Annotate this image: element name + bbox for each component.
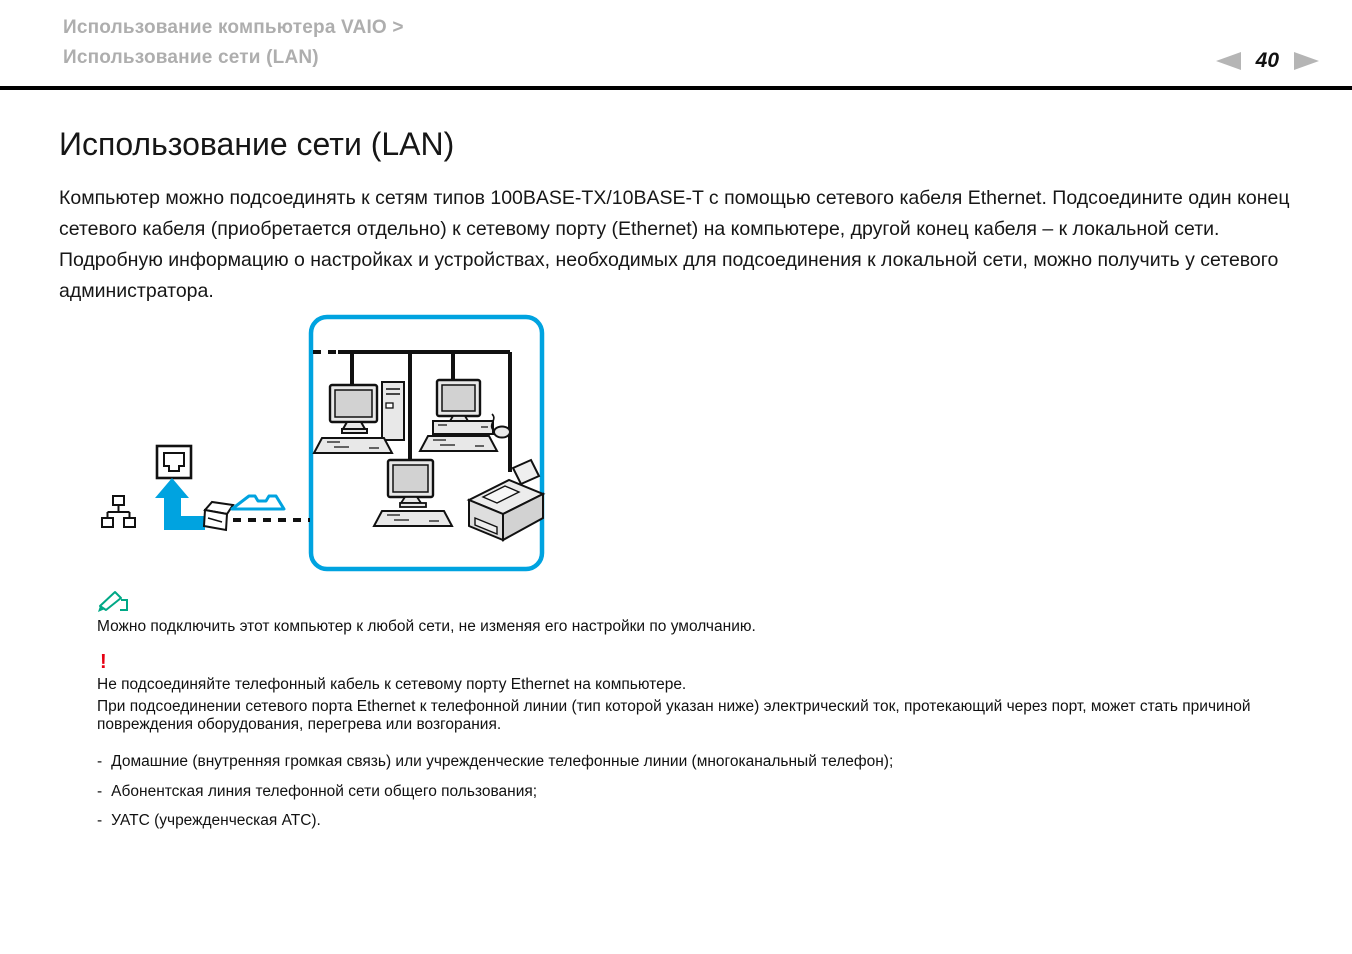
page-navigation xyxy=(1216,49,1319,73)
header-divider xyxy=(0,86,1352,90)
warning-text-1: Не подсоединяйте телефонный кабель к сетевому порту Ethernet на компьютере. xyxy=(97,676,687,693)
list-item-marker: - xyxy=(97,753,103,770)
lan-diagram xyxy=(85,308,560,595)
note-block xyxy=(97,589,1287,636)
page-title: Использование сети (LAN) xyxy=(59,126,455,162)
ethernet-port-icon xyxy=(157,446,191,478)
next-page-arrow-icon[interactable] xyxy=(1294,52,1319,70)
connect-arrow-icon xyxy=(155,478,205,530)
list-item xyxy=(97,812,1197,831)
warning-exclamation-icon: ! xyxy=(100,651,107,673)
phone-line-list xyxy=(97,753,1197,842)
lan-network-icon xyxy=(102,496,135,527)
rj45-plug-icon xyxy=(204,502,233,530)
list-item xyxy=(97,753,1197,772)
list-item-text: Абонентская линия телефонной сети общего пользования; xyxy=(111,782,538,800)
breadcrumb-section-link[interactable]: Использование сети (LAN) xyxy=(63,47,319,68)
list-item-text: Домашние (внутренняя громкая связь) или учрежденческие телефонные линии (многоканальный телефон); xyxy=(111,753,894,770)
list-item-marker: - xyxy=(97,812,103,829)
cable-icon xyxy=(232,496,284,509)
warning-block xyxy=(97,652,1289,735)
intro-paragraph: Компьютер можно подсоединять к сетям типов 100BASE-TX/10BASE-T с помощью сетевого кабеля Ethernet. Подсоедините один конец сетевого кабеля (приобретается отдельно) к сетевому порту (Ethernet) на компьютере, другой конец кабеля – к локальной сети. Подробную информацию о настройках и устройствах, необходимых для подсоединения к локальной сети, можно получить у сетевого администратора. xyxy=(59,187,1290,302)
note-text: Можно подключить этот компьютер к любой сети, не изменяя его настройки по умолчанию. xyxy=(97,618,756,635)
list-item xyxy=(97,783,1197,802)
warning-text-2: При подсоединении сетевого порта Ethernet к телефонной линии (тип которой указан ниже) электрический ток, протекающий через порт, может стать причиной повреждения оборудования, перегрева или возгорания. xyxy=(97,697,1251,733)
prev-page-arrow-icon[interactable] xyxy=(1216,52,1241,70)
breadcrumb-chapter-link[interactable]: Использование компьютера VAIO > xyxy=(63,17,404,38)
list-item-text: УАТС (учрежденческая АТС). xyxy=(111,812,321,829)
note-pencil-icon xyxy=(97,589,129,615)
list-item-marker: - xyxy=(97,782,103,800)
breadcrumb xyxy=(63,13,404,73)
page-number: 40 xyxy=(1255,49,1279,72)
